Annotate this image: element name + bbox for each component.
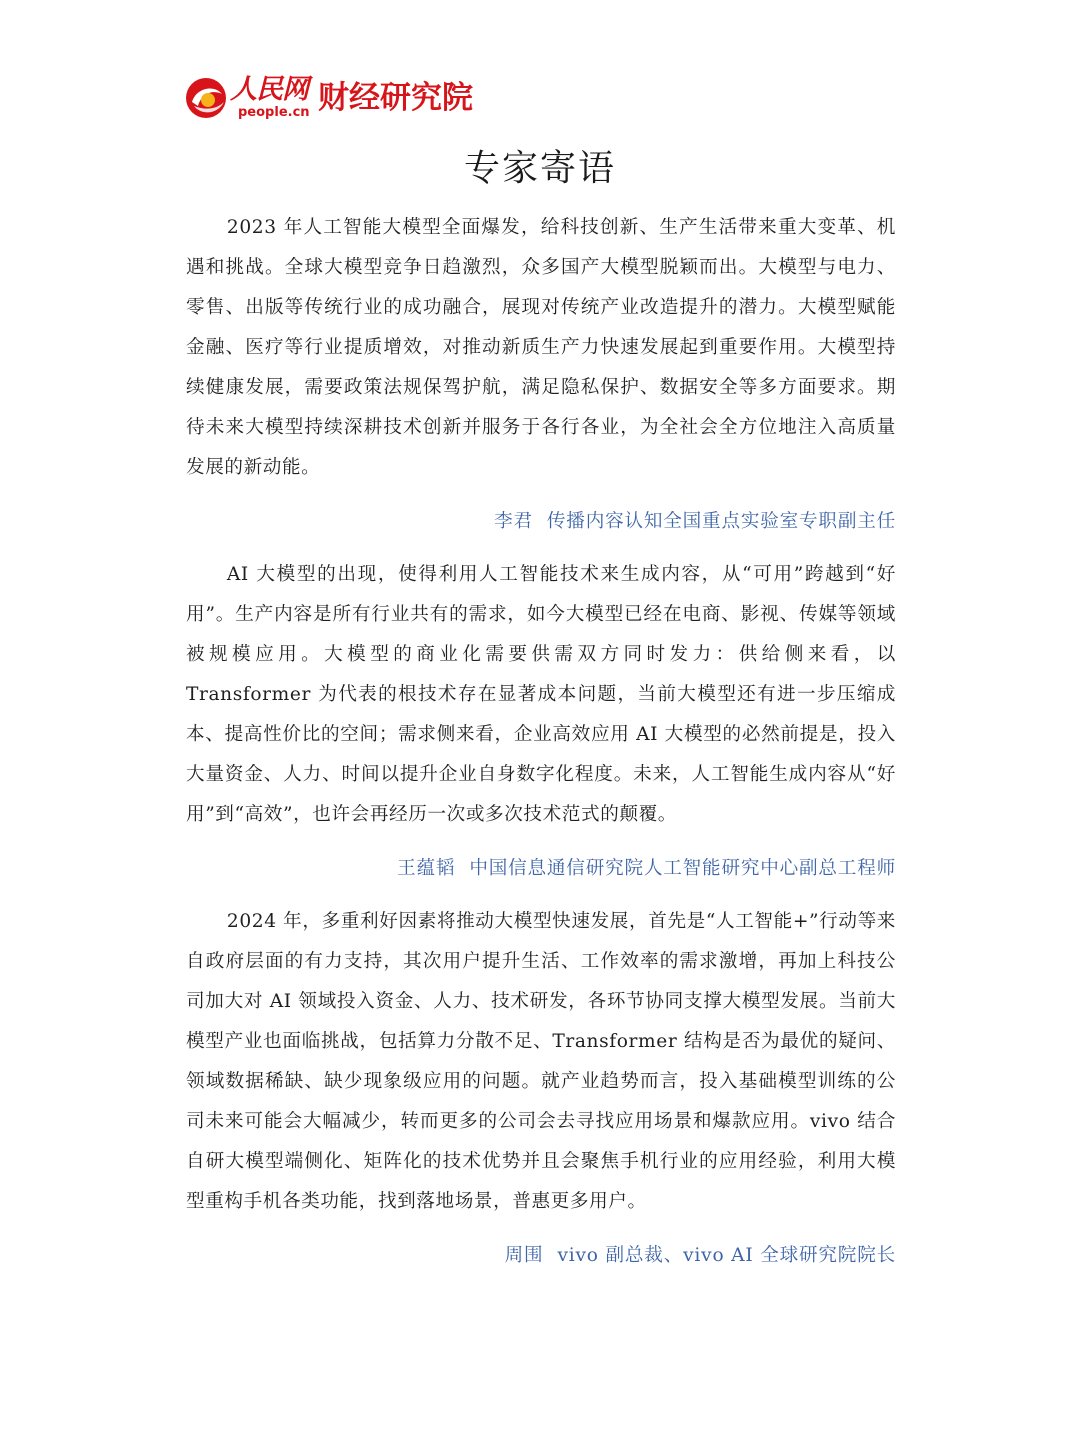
page-title: 专家寄语 — [463, 148, 616, 189]
quote-signature-1 — [186, 508, 896, 536]
author-role: 中国信息通信研究院人工智能研究中心副总工程师 — [469, 858, 896, 879]
quote-signature-3 — [186, 1242, 896, 1270]
quote-signature-2 — [186, 855, 896, 883]
brand-domain: people.cn — [238, 105, 310, 120]
author-name: 李君 — [494, 511, 533, 532]
author-role: 传播内容认知全国重点实验室专职副主任 — [546, 511, 896, 532]
quote-paragraph-1: 2023 年人工智能大模型全面爆发，给科技创新、生产生活带来重大变革、机遇和挑战。全球大模型竞争日趋激烈，众多国产大模型脱颖而出。大模型与电力、零售、出版等传统行业的成功融合，展现对传统产业改造提升的潜力。大模型赋能金融、医疗等行业提质增效，对推动新质生产力快速发展起到重要作用。大模型持续健康发展，需要政策法规保驾护航，满足隐私保护、数据安全等多方面要求。期待未来大模型持续深耕技术创新并服务于各行各业，为全社会全方位地注入高质量发展的新动能。 — [186, 217, 896, 478]
brand-name: 人民网 — [230, 74, 308, 105]
author-role: vivo 副总裁、vivo AI 全球研究院院长 — [557, 1245, 896, 1266]
people-cn-logo — [184, 74, 494, 124]
quote-paragraph-3: 2024 年，多重利好因素将推动大模型快速发展，首先是“人工智能+”行动等来自政府层面的有力支持，其次用户提升生活、工作效率的需求激增，再加上科技公司加大对 AI 领域投入资金、人力、技术研发，各环节协同支撑大模型发展。当前大模型产业也面临挑战，包括算力分散不足、Transformer 结构是否为最优的疑问、领域数据稀缺、缺少现象级应用的问题。就产业趋势而言，投入基础模型训练的公司未来可能会大幅减少，转而更多的公司会去寻找应用场景和爆款应用。vivo 结合自研大模型端侧化、矩阵化的技术优势并且会聚焦手机行业的应用经验，利用大模型重构手机各类功能，找到落地场景，普惠更多用户。 — [186, 911, 896, 1212]
institute-name: 财经研究院 — [318, 80, 473, 116]
author-name: 周围 — [504, 1245, 544, 1266]
author-name: 王蕴韬 — [397, 858, 456, 879]
people-swirl-icon — [184, 76, 228, 120]
quote-paragraph-2: AI 大模型的出现，使得利用人工智能技术来生成内容，从“可用”跨越到“好用”。生产内容是所有行业共有的需求，如今大模型已经在电商、影视、传媒等领域被规模应用。大模型的商业化需要供需双方同时发力：供给侧来看，以 Transformer 为代表的根技术存在显著成本问题，当前大模型还有进一步压缩成本、提高性价比的空间；需求侧来看，企业高效应用 AI 大模型的必然前提是，投入大量资金、人力、时间以提升企业自身数字化程度。未来，人工智能生成内容从“好用”到“高效”，也许会再经历一次或多次技术范式的颠覆。 — [186, 564, 896, 825]
